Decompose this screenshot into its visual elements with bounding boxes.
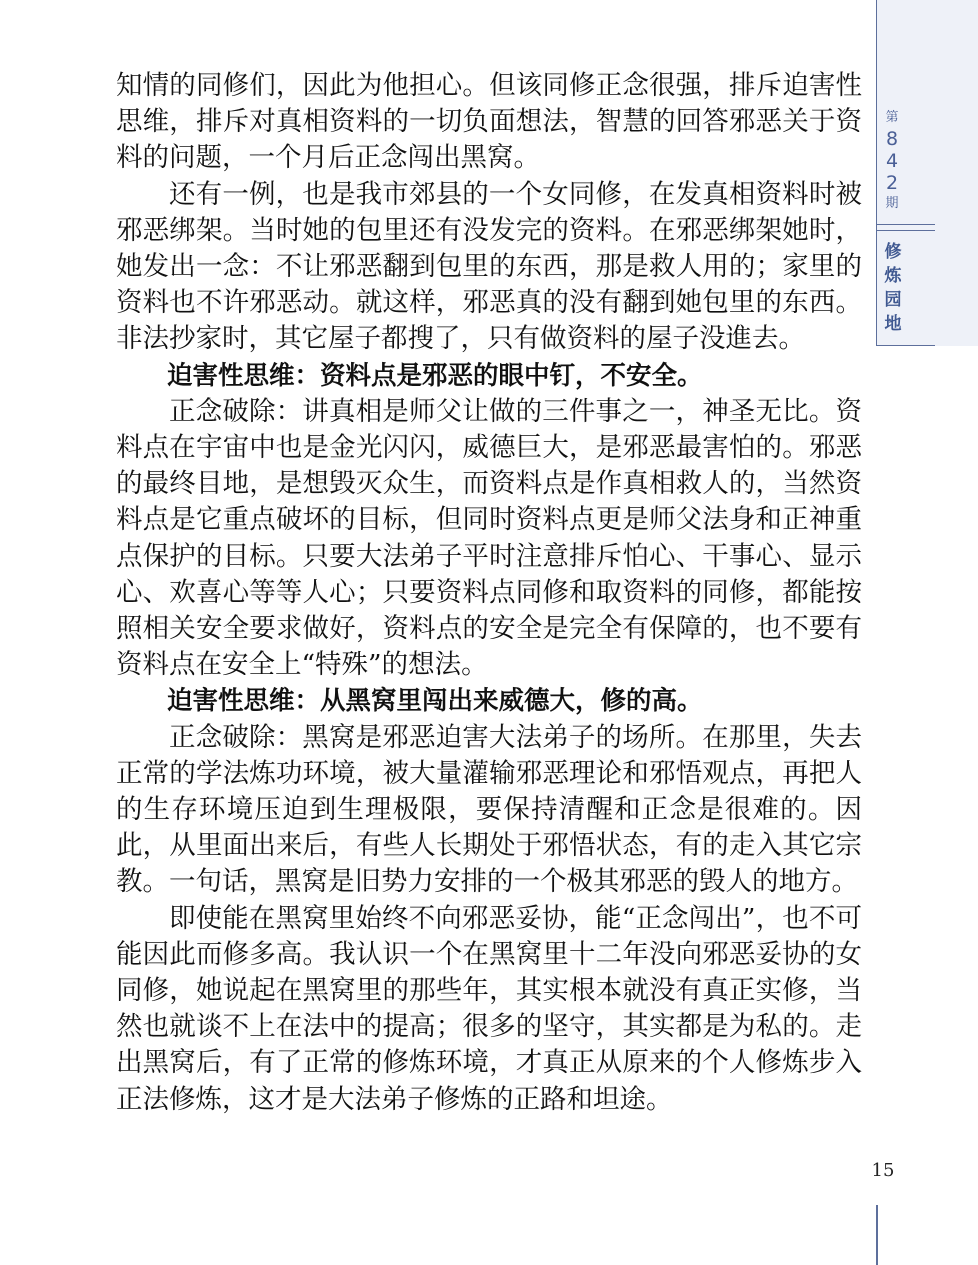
article-body	[116, 68, 862, 1118]
paragraph-example: 还有一例，也是我市郊县的一个女同修，在发真相资料时被邪恶绑架。当时她的包里还有没发完的资料。在邪恶绑架她时，她发出一念：不让邪恶翻到包里的东西，那是救人用的；家里的资料也不许邪恶动。就这样，邪恶真的没有翻到她包里的东西。非法抄家时，其它屋子都搜了，只有做资料的屋子没進去。	[116, 178, 862, 355]
sidebar	[876, 0, 978, 1265]
page-number: 15	[871, 1160, 895, 1181]
section-heading-black-den: 迫害性思维：从黑窝里闯出来威德大，修的高。	[167, 686, 703, 717]
column-title: 修炼园地	[884, 242, 902, 334]
sidebar-divider	[877, 230, 935, 231]
paragraph-cultivation-note: 即使能在黑窝里始终不向邪恶妥协，能“正念闯出”，也不可能因此而修多高。我认识一个在黑窝里十二年没向邪恶妥协的女同修，她说起在黑窝里的那些年，其实根本就没有真正实修，当然也就谈不上在法中的提高；很多的坚守，其实都是为私的。走出黑窝后，有了正常的修炼环境，才真正从原来的个人修炼步入正法修炼，这才是大法弟子修炼的正路和坦途。	[116, 902, 862, 1115]
sidebar-divider	[877, 224, 935, 225]
section-heading-data-point: 迫害性思维：资料点是邪恶的眼中钉，不安全。	[167, 360, 703, 391]
sidebar-band	[876, 0, 978, 346]
paragraph-black-den-rebuttal: 正念破除：黑窝是邪恶迫害大法弟子的场所。在那里，失去正常的学法炼功环境，被大量灌输邪恶理论和邪悟观点，再把人的生存环境压迫到生理极限，要保持清醒和正念是很难的。因此，从里面出来后，有些人长期处于邪悟状态，有的走入其它宗教。一句话，黑窝是旧势力安排的一个极其邪恶的毁人的地方。	[116, 721, 862, 898]
issue-digit: 4	[885, 150, 899, 172]
issue-prefix: 第	[885, 110, 899, 125]
paragraph-continuation: 知情的同修们，因此为他担心。但该同修正念很强，排斥迫害性思维，排斥对真相资料的一切负面想法，智慧的回答邪恶关于资料的问题，一个月后正念闯出黑窝。	[116, 70, 862, 174]
sidebar-edge-line	[876, 1205, 878, 1265]
issue-digit: 8	[885, 128, 899, 150]
paragraph-data-point-rebuttal: 正念破除：讲真相是师父让做的三件事之一，神圣无比。资料点在宇宙中也是金光闪闪，威德巨大，是邪恶最害怕的。邪恶的最终目地，是想毁灭众生，而资料点是作真相救人的，当然资料点是它重点破坏的目标，但同时资料点更是师父法身和正神重点保护的目标。只要大法弟子平时注意排斥怕心、干事心、显示心、欢喜心等等人心；只要资料点同修和取资料的同修，都能按照相关安全要求做好，资料点的安全是完全有保障的，也不要有资料点在安全上“特殊”的想法。	[116, 395, 862, 681]
issue-suffix: 期	[885, 196, 899, 211]
issue-label	[877, 108, 907, 214]
sidebar-divider	[877, 345, 935, 346]
issue-digit: 2	[885, 172, 899, 194]
